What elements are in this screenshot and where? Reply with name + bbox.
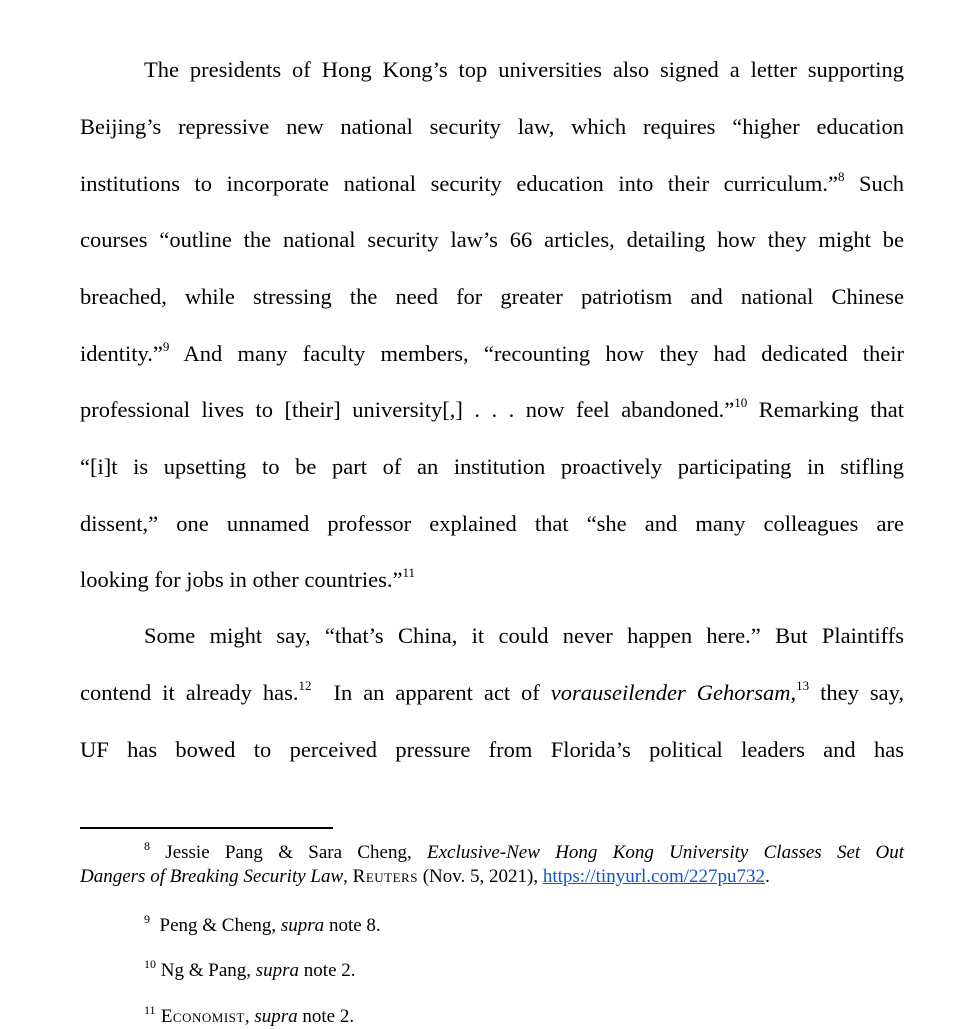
text: Peng & Cheng, <box>150 915 281 936</box>
text: they say, <box>809 680 904 705</box>
footnote-9 <box>144 911 904 938</box>
italic-term: supra <box>254 1006 298 1027</box>
footnote-8 <box>144 838 904 865</box>
text: note 2. <box>299 960 356 981</box>
body-line <box>144 622 904 650</box>
text: “[i]t is upsetting to be part of an institution proactively participating in stifling <box>80 454 904 479</box>
source-name: Economist <box>155 1006 245 1027</box>
text: professional lives to [their] university[,] . . . now feel abandoned.” <box>80 397 735 422</box>
text: contend it already has. <box>80 680 299 705</box>
text: UF has bowed to perceived pressure from Florida’s political leaders and has <box>80 737 904 762</box>
text: Remarking that <box>747 397 904 422</box>
footnote-11 <box>144 1002 904 1029</box>
footnote-number: 11 <box>144 1002 156 1017</box>
italic-term: supra <box>255 960 300 981</box>
italic-term: vorauseilender Gehorsam <box>550 680 791 705</box>
italic-title: Dangers of Breaking Security Law <box>80 866 344 887</box>
footnote-ref[interactable]: 10 <box>734 394 748 410</box>
footnote-separator <box>80 827 333 829</box>
text: (Nov. 5, 2021), <box>417 866 543 887</box>
text: And many faculty members, “recounting how they had dedicated their <box>169 341 904 366</box>
footnote-number: 8 <box>144 838 150 853</box>
footnote-ref[interactable]: 9 <box>162 338 170 354</box>
text: note 8. <box>324 915 381 936</box>
italic-term: supra <box>280 915 325 936</box>
text: Such <box>844 171 905 196</box>
body-line <box>80 340 904 368</box>
body-line <box>80 226 904 254</box>
footnote-ref[interactable]: 12 <box>298 677 312 693</box>
text: dissent,” one unnamed professor explained that “she and many colleagues are <box>80 511 904 536</box>
text: courses “outline the national security law’s 66 articles, detailing how they might be <box>80 227 904 252</box>
body-line <box>80 510 904 538</box>
text: Beijing’s repressive new national security law, which requires “higher education <box>80 114 904 139</box>
body-line <box>80 283 904 311</box>
footnote-8-cont <box>80 865 904 889</box>
source-name: Reuters <box>352 866 418 887</box>
text: note 2. <box>297 1006 355 1027</box>
body-line <box>80 679 904 707</box>
source-link[interactable]: https://tinyurl.com/227pu732 <box>542 866 766 887</box>
footnote-number: 9 <box>144 911 150 926</box>
text: In an apparent act of <box>311 680 551 705</box>
body-line <box>80 396 904 424</box>
text: Jessie Pang & Sara Cheng, <box>150 842 427 863</box>
text: . <box>765 866 770 887</box>
body-line <box>144 56 904 84</box>
body-line <box>80 566 904 594</box>
text: looking for jobs in other countries.” <box>80 567 403 592</box>
body-line <box>80 736 904 764</box>
footnote-ref[interactable]: 8 <box>837 168 845 184</box>
text: The presidents of Hong Kong’s top universities also signed a letter supporting <box>144 57 904 82</box>
text: Ng & Pang, <box>156 960 256 981</box>
text: Some might say, “that’s China, it could never happen here.” But Plaintiffs <box>144 623 904 648</box>
footnote-ref[interactable]: 13 <box>796 677 810 693</box>
footnote-10 <box>144 956 904 983</box>
text: breached, while stressing the need for greater patriotism and national Chinese <box>80 284 904 309</box>
text: identity.” <box>80 341 163 366</box>
text: , <box>343 866 353 887</box>
text: , <box>790 680 797 705</box>
body-line <box>80 453 904 481</box>
italic-title: Exclusive-New Hong Kong University Classes Set Out <box>427 842 904 863</box>
body-line <box>80 113 904 141</box>
footnote-ref[interactable]: 11 <box>402 564 415 580</box>
body-line <box>80 170 904 198</box>
footnote-number: 10 <box>144 956 156 971</box>
text: institutions to incorporate national security education into their curriculum.” <box>80 171 838 196</box>
text: , <box>244 1006 255 1027</box>
